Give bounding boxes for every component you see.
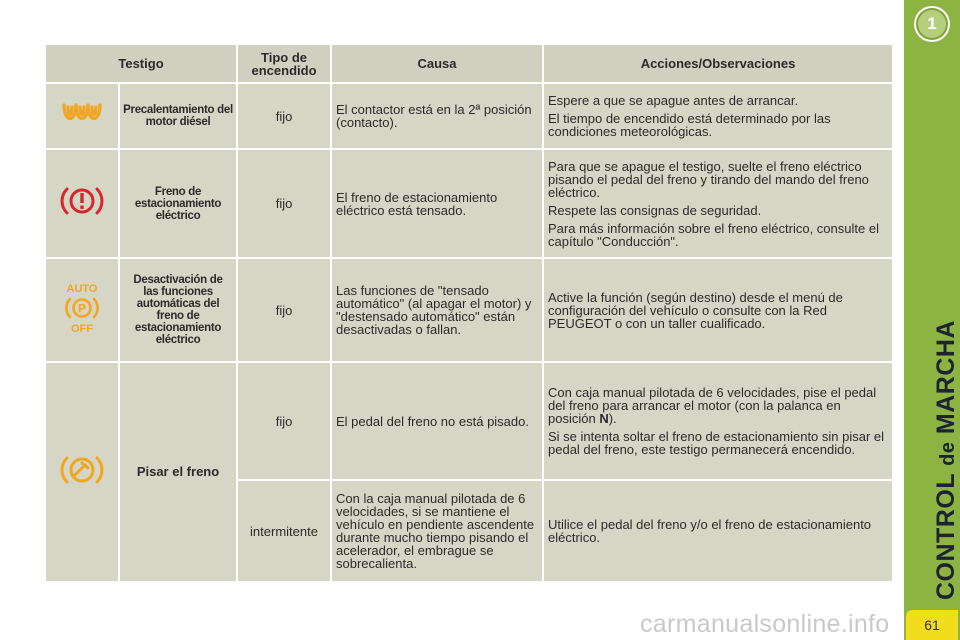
ignition-type: intermitente: [237, 480, 331, 582]
header-cause: Causa: [331, 44, 543, 83]
cause-paragraph: El freno de estacionamiento eléctrico está tensado.: [336, 189, 498, 218]
p-letter: P: [77, 301, 87, 315]
action-paragraph: Utilice el pedal del freno y/o el freno de estacionamiento eléctrico.: [548, 517, 872, 545]
warning-label: Freno de estacionamiento eléctrico: [119, 149, 237, 258]
table-header-row: [45, 44, 893, 83]
cause-paragraph: El contactor está en la 2ª posición (contacto).: [336, 102, 532, 130]
ignition-type: fijo: [237, 362, 331, 480]
icon-cell: [45, 83, 119, 149]
action-paragraph: Para que se apague el testigo, suelte el freno eléctrico pisando el pedal del freno y tirando del mando del freno eléctrico.: [548, 158, 869, 200]
cause-text: [331, 149, 543, 258]
cause-text: [331, 258, 543, 362]
action-paragraph: Para más información sobre el freno eléctrico, consulte el capítulo "Conducción".: [548, 220, 879, 249]
action-paragraph: El tiempo de encendido está determinado por las condiciones meteorológicas.: [548, 111, 831, 139]
cause-text: [331, 480, 543, 582]
cause-paragraph: Las funciones de "tensado automático" (al apagar el motor) y "destensado automático" están desactivadas o fallan.: [336, 283, 532, 337]
actions-cell: [543, 480, 893, 582]
cause-text: [331, 83, 543, 149]
chapter-title: [932, 320, 960, 600]
chapter-badge: [914, 6, 950, 42]
action-paragraph: Active la función (según destino) desde el menú de configuración del vehículo o consulte con la Red PEUGEOT o con un taller cualificado.: [548, 289, 843, 331]
actions-cell: [543, 258, 893, 362]
warning-label: Desactivación de las funciones automáticas del freno de estacionamiento eléctrico: [119, 258, 237, 362]
auto-text: AUTO: [66, 282, 98, 295]
ignition-type: fijo: [237, 258, 331, 362]
off-text: OFF: [71, 322, 93, 335]
action-paragraph: Espere a que se apague antes de arrancar.: [548, 93, 799, 108]
cause-text: [331, 362, 543, 480]
actions-cell: [543, 83, 893, 149]
icon-cell: [45, 149, 119, 258]
glow-plug-icon: [60, 99, 104, 129]
table-row: [45, 362, 893, 480]
chapter-number: 1: [927, 14, 937, 33]
watermark-text: carmanualsonline.info: [640, 610, 890, 638]
table-row: [45, 83, 893, 149]
press-brake-pedal-icon: [60, 452, 104, 488]
page-number: 61: [924, 617, 940, 633]
title-part-control: CONTROL: [932, 473, 960, 600]
parking-brake-warning-icon: [60, 183, 104, 219]
action-paragraph: Con caja manual pilotada de 6 velocidades, pise el pedal del freno para arrancar el motor (con la palanca en posición N).: [548, 385, 877, 426]
warning-lights-table: [44, 43, 894, 583]
icon-cell: [45, 362, 119, 582]
header-testigo: Testigo: [45, 44, 237, 83]
actions-cell: [543, 362, 893, 480]
page-number-tab: [906, 610, 958, 640]
ignition-type: fijo: [237, 83, 331, 149]
action-paragraph: Respete las consignas de seguridad.: [548, 202, 762, 218]
title-part-de: de: [937, 441, 959, 466]
cause-paragraph: El pedal del freno no está pisado.: [336, 413, 529, 429]
title-part-marcha: MARCHA: [932, 319, 960, 435]
warning-label: Pisar el freno: [119, 362, 237, 582]
auto-parking-off-icon: [57, 281, 107, 335]
cause-paragraph: Con la caja manual pilotada de 6 velocidades, si se mantiene el vehículo en pendiente ascendente durante mucho tiempo pisando el acelerador, el embrague se sobrecalienta.: [336, 491, 535, 571]
ignition-type: fijo: [237, 149, 331, 258]
warning-label: Precalentamiento del motor diésel: [119, 83, 237, 149]
table-row: [45, 258, 893, 362]
icon-cell: [45, 258, 119, 362]
header-actions: Acciones/Observaciones: [543, 44, 893, 83]
actions-cell: [543, 149, 893, 258]
header-ignition: Tipo de encendido: [237, 44, 331, 83]
table-row: [45, 149, 893, 258]
action-paragraph: Si se intenta soltar el freno de estacionamiento sin pisar el pedal del freno, este testigo permanecerá encendido.: [548, 429, 885, 457]
